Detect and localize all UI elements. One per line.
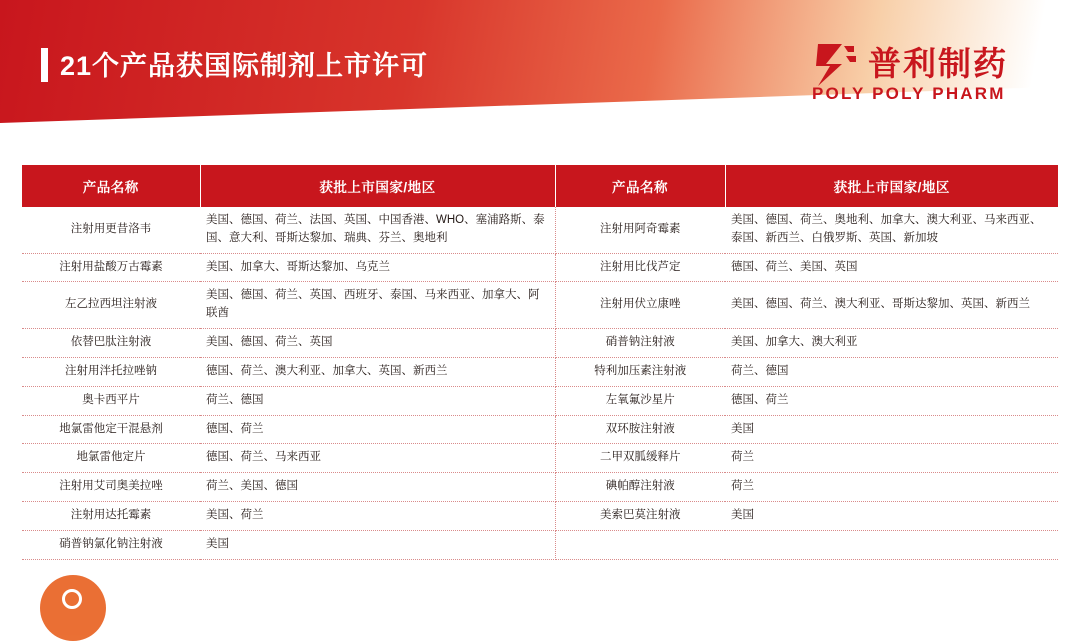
table-row [22,444,1058,473]
cell-product-name: 地氯雷他定片 [22,444,200,473]
cell-product-name: 注射用伏立康唑 [555,282,725,329]
cell-product-name: 美索巴莫注射液 [555,501,725,530]
table-row [22,386,1058,415]
table-row [22,282,1058,329]
products-table-container [22,165,1058,560]
cell-product-name: 左氧氟沙星片 [555,386,725,415]
cell-region: 美国、德国、荷兰、澳大利亚、哥斯达黎加、英国、新西兰 [725,282,1058,329]
header [0,0,1080,123]
cell-product-name: 注射用阿奇霉素 [555,207,725,253]
cell-product-name: 硝普钠氯化钠注射液 [22,530,200,559]
cell-region [725,530,1058,559]
cell-product-name: 二甲双胍缓释片 [555,444,725,473]
products-table [22,165,1058,560]
cell-product-name: 注射用更昔洛韦 [22,207,200,253]
cell-product-name: 注射用艾司奥美拉唑 [22,473,200,502]
table-row [22,415,1058,444]
cell-product-name: 注射用盐酸万古霉素 [22,253,200,282]
cell-region: 德国、荷兰 [200,415,555,444]
cell-region: 美国 [725,415,1058,444]
cell-product-name: 左乙拉西坦注射液 [22,282,200,329]
column-header-product-name-right: 产品名称 [555,165,725,207]
table-header-row [22,165,1058,207]
cell-region: 德国、荷兰 [725,386,1058,415]
table-row [22,357,1058,386]
cell-product-name: 碘帕醇注射液 [555,473,725,502]
cell-product-name: 注射用比伐芦定 [555,253,725,282]
cell-product-name: 硝普钠注射液 [555,329,725,358]
table-row [22,501,1058,530]
table-row [22,530,1058,559]
cell-region: 荷兰、美国、德国 [200,473,555,502]
cell-product-name: 奥卡西平片 [22,386,200,415]
cell-region: 美国、荷兰 [200,501,555,530]
cell-product-name: 特利加压素注射液 [555,357,725,386]
column-header-region-left: 获批上市国家/地区 [200,165,555,207]
title-accent-bar [41,48,48,82]
poly-logo-mark-icon [812,42,858,88]
cell-region: 美国 [200,530,555,559]
page-title: 21个产品获国际制剂上市许可 [60,51,429,81]
table-row [22,473,1058,502]
cell-region: 德国、荷兰、马来西亚 [200,444,555,473]
cell-region: 美国、德国、荷兰、英国、西班牙、泰国、马来西亚、加拿大、阿联酋 [200,282,555,329]
cell-region: 荷兰 [725,473,1058,502]
cell-region: 德国、荷兰、澳大利亚、加拿大、英国、新西兰 [200,357,555,386]
cell-product-name: 注射用泮托拉唑钠 [22,357,200,386]
cell-region: 荷兰、德国 [725,357,1058,386]
column-header-region-right: 获批上市国家/地区 [725,165,1058,207]
cell-region: 德国、荷兰、美国、英国 [725,253,1058,282]
cell-region: 美国、德国、荷兰、英国 [200,329,555,358]
cell-product-name: 依替巴肽注射液 [22,329,200,358]
cell-region: 美国、加拿大、哥斯达黎加、乌克兰 [200,253,555,282]
cell-product-name: 注射用达托霉素 [22,501,200,530]
table-row [22,329,1058,358]
logo-english-name: POLY POLY PHARM [812,84,1006,103]
cell-region: 荷兰、德国 [200,386,555,415]
cell-region: 荷兰 [725,444,1058,473]
cell-product-name: 地氯雷他定干混悬剂 [22,415,200,444]
table-body [22,207,1058,559]
company-logo [812,40,1052,106]
cell-region: 美国、德国、荷兰、法国、英国、中国香港、WHO、塞浦路斯、泰国、意大利、哥斯达黎加、瑞典、芬兰、奥地利 [200,207,555,253]
column-header-product-name-left: 产品名称 [22,165,200,207]
cell-region: 美国、加拿大、澳大利亚 [725,329,1058,358]
table-row [22,253,1058,282]
cell-region: 美国 [725,501,1058,530]
cell-product-name [555,530,725,559]
table-row [22,207,1058,253]
cell-product-name: 双环胺注射液 [555,415,725,444]
decorative-circle [40,575,106,641]
logo-chinese-name: 普利制药 [868,44,1008,83]
cell-region: 美国、德国、荷兰、奥地利、加拿大、澳大利亚、马来西亚、泰国、新西兰、白俄罗斯、英国、新加坡 [725,207,1058,253]
